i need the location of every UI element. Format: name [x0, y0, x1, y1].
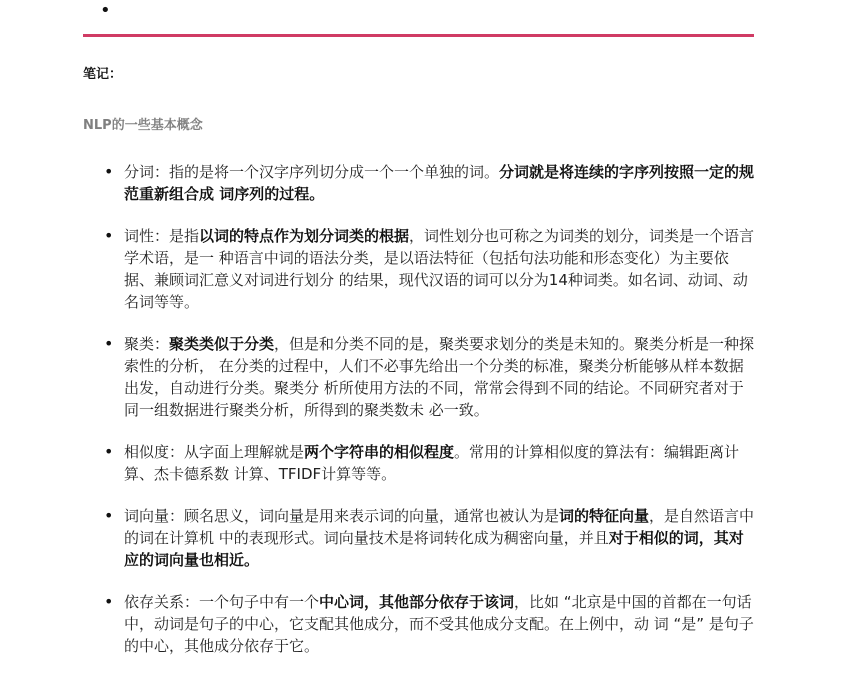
concept-item-dependency: [104, 591, 756, 657]
concept-text: ，词性划分也可称之为词类的划分，词类是一个语言学术语，是一 种语言中词的语法分类，是以语法特征（包括句法功能和形态变化）为主要依据、兼顾词汇意义对词进行划分 的结果，现代汉语的词可以分为14种词类。如名词、动词、动名词等等。: [124, 227, 755, 311]
concept-text: 依存关系：一个句子中有一个: [124, 593, 320, 611]
concept-emphasis: 以词的特点作为划分词类的根据: [199, 227, 410, 245]
concept-emphasis: 词的特征向量: [559, 507, 650, 525]
concept-emphasis: 对于相似的词，其对应的词向量也相近。: [124, 529, 744, 569]
concept-text: 。常用的计算相似度的算法有：编辑距离计算、杰卡德系数 计算、TFIDF计算等等。: [124, 443, 740, 483]
list-bullet: •: [100, 0, 111, 21]
concept-text: ，比如 “北京是中国的首都在一句话中，动词是句子的中心，它支配其他成分，而不受其他成分支配。在上例中，动 词 “是” 是句子的中心，其他成分依存于它。: [124, 593, 754, 655]
concept-emphasis: 两个字符串的相似程度: [304, 443, 455, 461]
concept-item-pos: [104, 225, 756, 313]
bullet-icon: •: [104, 226, 114, 245]
section-divider: [83, 34, 754, 37]
bullet-icon: •: [104, 334, 114, 353]
concept-text: ，是自然语言中的词在计算机 中的表现形式。词向量技术是将词转化成为稠密向量，并且: [124, 507, 755, 547]
bullet-icon: •: [104, 162, 114, 181]
bullet-icon: •: [104, 506, 114, 525]
section-title: NLP的一些基本概念: [83, 118, 203, 133]
bullet-icon: •: [104, 592, 114, 611]
concept-item-segmentation: [104, 161, 756, 205]
concept-text: ，但是和分类不同的是，聚类要求划分的类是未知的。聚类分析是一种探索性的分析， 在分类的过程中，人们不必事先给出一个分类的标准，聚类分析能够从样本数据出发，自动进行分类。聚类分 析所使用方法的不同，常常会得到不同的结论。不同研究者对于同一组数据进行聚类分析，所得到的聚类数未 必一致。: [124, 335, 755, 419]
concept-text: 词向量：顾名思义，词向量是用来表示词的向量，通常也被认为是: [124, 507, 560, 525]
concept-text: 分词：指的是将一个汉字序列切分成一个一个单独的词。: [124, 163, 500, 181]
concept-item-word-vector: [104, 505, 756, 571]
concept-text: 相似度：从字面上理解就是: [124, 443, 305, 461]
concept-emphasis: 分词就是将连续的字序列按照一定的规范重新组合成 词序列的过程。: [124, 163, 755, 203]
concept-text: 聚类：: [124, 335, 170, 353]
notes-label: 笔记：: [83, 67, 123, 82]
concept-emphasis: 中心词，其他部分依存于该词: [319, 593, 515, 611]
bullet-icon: •: [104, 442, 114, 461]
concept-item-clustering: [104, 333, 756, 421]
concept-item-similarity: [104, 441, 756, 485]
concept-emphasis: 聚类类似于分类: [169, 335, 275, 353]
concept-list: [104, 161, 756, 677]
concept-text: 词性：是指: [124, 227, 200, 245]
